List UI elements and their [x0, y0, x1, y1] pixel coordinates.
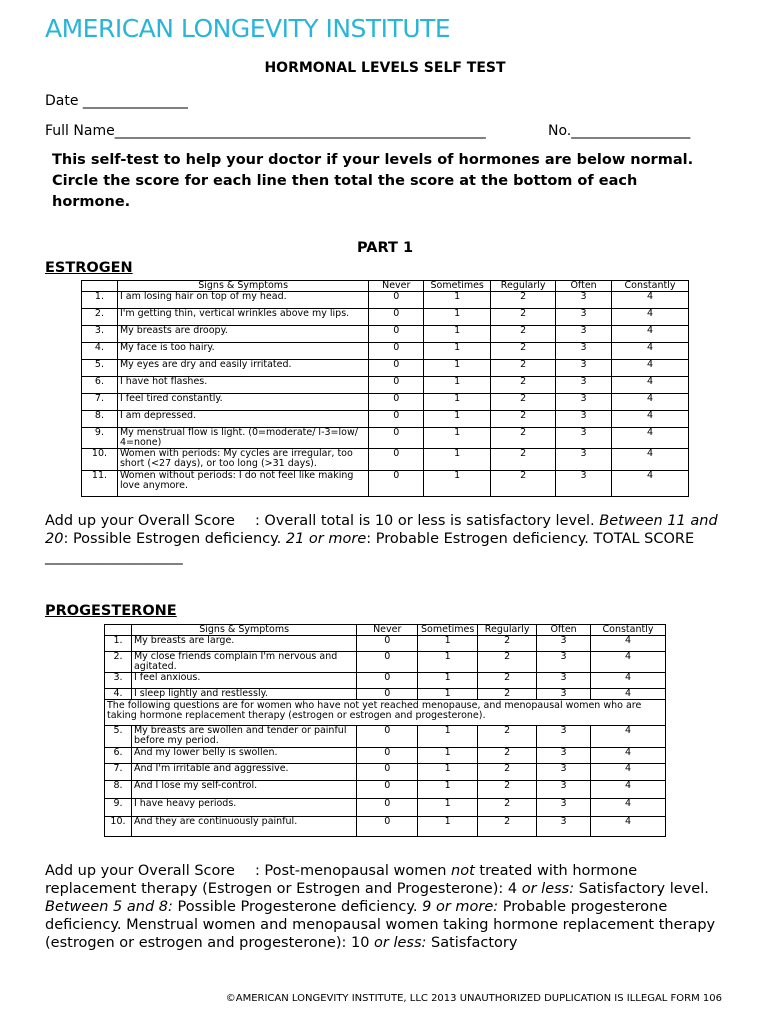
- score-option[interactable]: 1: [418, 726, 478, 748]
- score-option[interactable]: 0: [357, 726, 418, 748]
- score-option[interactable]: 2: [491, 343, 556, 360]
- row-number: 8.: [82, 411, 118, 428]
- table-note-row: [105, 700, 666, 726]
- score-text: Possible Progesterone deficiency.: [172, 899, 423, 915]
- table-row: [82, 411, 689, 428]
- progesterone-score-instructions: [45, 862, 725, 952]
- symptom-text: My close friends complain I'm nervous and agitated.: [131, 652, 356, 673]
- column-header: Often: [537, 625, 591, 636]
- score-option[interactable]: 3: [556, 326, 612, 343]
- column-header: Often: [556, 281, 612, 292]
- table-row: [82, 343, 689, 360]
- score-option[interactable]: 3: [537, 673, 591, 689]
- score-option[interactable]: 3: [556, 449, 612, 471]
- score-option[interactable]: 4: [612, 309, 689, 326]
- symptom-text: And my lower belly is swollen.: [131, 748, 356, 764]
- score-option[interactable]: 4: [591, 799, 666, 817]
- score-option[interactable]: 0: [369, 428, 424, 449]
- score-option[interactable]: 1: [424, 377, 491, 394]
- symptom-text: My breasts are droopy.: [117, 326, 368, 343]
- score-option[interactable]: 0: [357, 748, 418, 764]
- number-field-label: No._________________: [548, 123, 691, 139]
- instructions: This self-test to help your doctor if your levels of hormones are below normal. Circle the score for each line then total the score at the bottom of each hormone.: [52, 152, 694, 210]
- score-option[interactable]: 0: [357, 673, 418, 689]
- table-row: [105, 689, 666, 700]
- score-option[interactable]: 2: [491, 360, 556, 377]
- score-option[interactable]: 0: [369, 292, 424, 309]
- score-option[interactable]: 2: [478, 726, 537, 748]
- score-option[interactable]: 0: [357, 636, 418, 652]
- footer-copyright: ©AMERICAN LONGEVITY INSTITUTE, LLC 2013 UNAUTHORIZED DUPLICATION IS ILLEGAL FORM 106: [225, 993, 722, 1004]
- score-option[interactable]: 0: [357, 781, 418, 799]
- score-option[interactable]: 3: [537, 817, 591, 837]
- table-row: [105, 726, 666, 748]
- score-option[interactable]: 2: [491, 449, 556, 471]
- score-option[interactable]: 2: [478, 748, 537, 764]
- score-option[interactable]: 4: [612, 428, 689, 449]
- score-option[interactable]: 3: [537, 781, 591, 799]
- score-option[interactable]: 0: [369, 343, 424, 360]
- symptom-text: I am depressed.: [117, 411, 368, 428]
- row-number: 11.: [82, 471, 118, 497]
- score-option[interactable]: 4: [612, 411, 689, 428]
- row-number: 2.: [105, 652, 132, 673]
- score-option[interactable]: 2: [478, 799, 537, 817]
- score-option[interactable]: 0: [369, 326, 424, 343]
- score-option[interactable]: 0: [357, 689, 418, 700]
- row-number: 4.: [82, 343, 118, 360]
- table-row: [105, 817, 666, 837]
- part-label: PART 1: [356, 240, 414, 256]
- symptom-text: I am losing hair on top of my head.: [117, 292, 368, 309]
- row-number: 6.: [105, 748, 132, 764]
- score-option[interactable]: 1: [418, 748, 478, 764]
- column-header: Sometimes: [424, 281, 491, 292]
- row-number: 1.: [105, 636, 132, 652]
- score-option[interactable]: 1: [424, 411, 491, 428]
- row-number: 10.: [82, 449, 118, 471]
- score-option[interactable]: 4: [612, 343, 689, 360]
- estrogen-heading: ESTROGEN: [45, 260, 133, 276]
- table-row: [82, 428, 689, 449]
- score-text: Probable progesterone deficiency. Menstrual women and menopausal women taking hormone replacement therapy (estrogen or estrogen and progesterone): 10: [45, 899, 716, 951]
- row-number: 1.: [82, 292, 118, 309]
- score-option[interactable]: 3: [556, 309, 612, 326]
- row-number: 3.: [105, 673, 132, 689]
- score-option[interactable]: 0: [369, 449, 424, 471]
- score-label: Add up your Overall Score: [45, 513, 235, 529]
- score-option[interactable]: 0: [369, 394, 424, 411]
- score-option[interactable]: 1: [424, 343, 491, 360]
- score-range: Between 5 and 8:: [45, 899, 173, 915]
- score-text: Satisfactory level.: [574, 881, 709, 897]
- score-option[interactable]: 1: [424, 360, 491, 377]
- score-option[interactable]: 4: [612, 394, 689, 411]
- score-option[interactable]: 1: [418, 673, 478, 689]
- column-header: Signs & Symptoms: [131, 625, 356, 636]
- table-header-row: [105, 625, 666, 636]
- score-option[interactable]: 3: [556, 428, 612, 449]
- score-option[interactable]: 3: [537, 689, 591, 700]
- table-row: [82, 326, 689, 343]
- score-option[interactable]: 2: [478, 781, 537, 799]
- score-option[interactable]: 3: [556, 411, 612, 428]
- score-option[interactable]: 4: [591, 636, 666, 652]
- score-range: or less:: [521, 881, 575, 897]
- score-option[interactable]: 1: [418, 764, 478, 781]
- score-option[interactable]: 0: [369, 360, 424, 377]
- table-row: [82, 449, 689, 471]
- score-range: 21 or more: [285, 531, 367, 547]
- score-option[interactable]: 4: [612, 449, 689, 471]
- score-option[interactable]: 4: [591, 673, 666, 689]
- symptom-text: I'm getting thin, vertical wrinkles above my lips.: [117, 309, 368, 326]
- score-text: : Post-menopausal women: [254, 863, 452, 879]
- score-option[interactable]: 3: [556, 343, 612, 360]
- score-text: Satisfactory: [426, 935, 518, 951]
- header-number-cell: [105, 625, 132, 636]
- score-option[interactable]: 1: [418, 817, 478, 837]
- score-option[interactable]: 2: [478, 652, 537, 673]
- row-number: 2.: [82, 309, 118, 326]
- symptom-text: I feel anxious.: [131, 673, 356, 689]
- table-row: [82, 377, 689, 394]
- score-option[interactable]: 1: [418, 799, 478, 817]
- column-header: Regularly: [491, 281, 556, 292]
- row-number: 8.: [105, 781, 132, 799]
- score-range: Between 11 and 20: [45, 513, 718, 547]
- score-option[interactable]: 2: [491, 394, 556, 411]
- table-row: [82, 309, 689, 326]
- estrogen-score-instructions: [45, 512, 725, 566]
- score-option[interactable]: 1: [424, 309, 491, 326]
- score-option[interactable]: 4: [591, 726, 666, 748]
- score-option[interactable]: 2: [491, 428, 556, 449]
- score-option[interactable]: 1: [424, 394, 491, 411]
- row-number: 10.: [105, 817, 132, 837]
- score-option[interactable]: 2: [478, 764, 537, 781]
- table-note: The following questions are for women who have not yet reached menopause, and menopausal women who are taking hormone replacement therapy (estrogen or estrogen and progesterone).: [105, 700, 666, 726]
- score-option[interactable]: 1: [418, 636, 478, 652]
- column-header: Sometimes: [418, 625, 478, 636]
- symptom-text: And they are continuously painful.: [131, 817, 356, 837]
- score-option[interactable]: 2: [491, 471, 556, 497]
- symptom-text: I sleep lightly and restlessly.: [131, 689, 356, 700]
- score-option[interactable]: 3: [556, 394, 612, 411]
- table-header-row: [82, 281, 689, 292]
- score-option[interactable]: 2: [491, 411, 556, 428]
- score-option[interactable]: 4: [591, 652, 666, 673]
- score-option[interactable]: 0: [369, 377, 424, 394]
- table-row: [105, 652, 666, 673]
- table-row: [105, 748, 666, 764]
- score-option[interactable]: 3: [537, 799, 591, 817]
- brand-logo: AMERICAN LONGEVITY INSTITUTE: [45, 14, 451, 43]
- symptom-text: And I lose my self-control.: [131, 781, 356, 799]
- row-number: 5.: [82, 360, 118, 377]
- score-option[interactable]: 2: [478, 689, 537, 700]
- table-row: [105, 636, 666, 652]
- score-option[interactable]: 4: [591, 764, 666, 781]
- row-number: 3.: [82, 326, 118, 343]
- row-number: 5.: [105, 726, 132, 748]
- symptom-text: My eyes are dry and easily irritated.: [117, 360, 368, 377]
- column-header: Regularly: [478, 625, 537, 636]
- row-number: 6.: [82, 377, 118, 394]
- score-option[interactable]: 2: [491, 326, 556, 343]
- table-row: [82, 360, 689, 377]
- score-text: : Probable Estrogen deficiency. TOTAL SCORE ___________________: [45, 531, 695, 565]
- score-option[interactable]: 2: [491, 309, 556, 326]
- symptom-text: Women with periods: My cycles are irregular, too short (<27 days), or too long (>31 days).: [117, 449, 368, 471]
- score-range: 9 or more:: [422, 899, 499, 915]
- symptom-text: I have heavy periods.: [131, 799, 356, 817]
- row-number: 7.: [82, 394, 118, 411]
- score-option[interactable]: 2: [478, 636, 537, 652]
- score-option[interactable]: 1: [424, 471, 491, 497]
- row-number: 9.: [82, 428, 118, 449]
- table-row: [105, 781, 666, 799]
- score-option[interactable]: 0: [357, 817, 418, 837]
- score-option[interactable]: 4: [591, 748, 666, 764]
- score-option[interactable]: 4: [612, 377, 689, 394]
- progesterone-table: [104, 624, 666, 837]
- score-option[interactable]: 1: [424, 326, 491, 343]
- symptom-text: I feel tired constantly.: [117, 394, 368, 411]
- score-option[interactable]: 3: [537, 636, 591, 652]
- score-option[interactable]: 3: [537, 764, 591, 781]
- table-row: [82, 394, 689, 411]
- score-option[interactable]: 4: [612, 292, 689, 309]
- column-header: Signs & Symptoms: [117, 281, 368, 292]
- score-option[interactable]: 4: [591, 817, 666, 837]
- score-option[interactable]: 2: [478, 817, 537, 837]
- score-option[interactable]: 3: [556, 292, 612, 309]
- fullname-field-label: Full Name_____________________________________________________: [45, 123, 486, 139]
- score-option[interactable]: 3: [537, 748, 591, 764]
- symptom-text: My menstrual flow is light. (0=moderate/ l-3=low/ 4=none): [117, 428, 368, 449]
- progesterone-heading: PROGESTERONE: [45, 603, 177, 619]
- row-number: 9.: [105, 799, 132, 817]
- score-option[interactable]: 0: [357, 652, 418, 673]
- row-number: 7.: [105, 764, 132, 781]
- score-option[interactable]: 3: [556, 471, 612, 497]
- score-option[interactable]: 0: [369, 411, 424, 428]
- score-option[interactable]: 4: [591, 781, 666, 799]
- score-option[interactable]: 1: [424, 428, 491, 449]
- column-header: Constantly: [591, 625, 666, 636]
- estrogen-table: [81, 280, 689, 497]
- column-header: Never: [369, 281, 424, 292]
- table-row: [82, 471, 689, 497]
- score-option[interactable]: 3: [537, 726, 591, 748]
- page-title: HORMONAL LEVELS SELF TEST: [264, 60, 506, 76]
- symptom-text: My breasts are swollen and tender or painful before my period.: [131, 726, 356, 748]
- score-text: : Possible Estrogen deficiency.: [63, 531, 286, 547]
- score-option[interactable]: 1: [424, 449, 491, 471]
- column-header: Constantly: [612, 281, 689, 292]
- symptom-text: I have hot flashes.: [117, 377, 368, 394]
- table-row: [105, 673, 666, 689]
- score-option[interactable]: 0: [357, 764, 418, 781]
- score-option[interactable]: 4: [612, 471, 689, 497]
- date-field-label: Date _______________: [45, 93, 188, 109]
- score-option[interactable]: 1: [418, 781, 478, 799]
- score-emphasis: not: [451, 863, 475, 879]
- score-option[interactable]: 1: [418, 652, 478, 673]
- table-row: [105, 799, 666, 817]
- score-option[interactable]: 3: [556, 377, 612, 394]
- header-number-cell: [82, 281, 118, 292]
- score-option[interactable]: 1: [418, 689, 478, 700]
- column-header: Never: [357, 625, 418, 636]
- score-option[interactable]: 2: [491, 292, 556, 309]
- row-number: 4.: [105, 689, 132, 700]
- symptom-text: And I'm irritable and aggressive.: [131, 764, 356, 781]
- score-option[interactable]: 2: [478, 673, 537, 689]
- score-option[interactable]: 1: [424, 292, 491, 309]
- score-option[interactable]: 0: [369, 309, 424, 326]
- score-text: treated with hormone replacement therapy (Estrogen or Estrogen and Progesterone): 4: [45, 863, 638, 897]
- table-row: [82, 292, 689, 309]
- score-label: Add up your Overall Score: [45, 863, 235, 879]
- score-option[interactable]: 4: [591, 689, 666, 700]
- score-text: : Overall total is 10 or less is satisfactory level.: [254, 513, 600, 529]
- table-row: [105, 764, 666, 781]
- score-option[interactable]: 4: [612, 360, 689, 377]
- score-option[interactable]: 2: [491, 377, 556, 394]
- score-option[interactable]: 0: [357, 799, 418, 817]
- score-option[interactable]: 4: [612, 326, 689, 343]
- symptom-text: My breasts are large.: [131, 636, 356, 652]
- score-option[interactable]: 3: [537, 652, 591, 673]
- score-range: or less:: [374, 935, 427, 951]
- score-option[interactable]: 3: [556, 360, 612, 377]
- symptom-text: Women without periods: I do not feel like making love anymore.: [117, 471, 368, 497]
- symptom-text: My face is too hairy.: [117, 343, 368, 360]
- score-option[interactable]: 0: [369, 471, 424, 497]
